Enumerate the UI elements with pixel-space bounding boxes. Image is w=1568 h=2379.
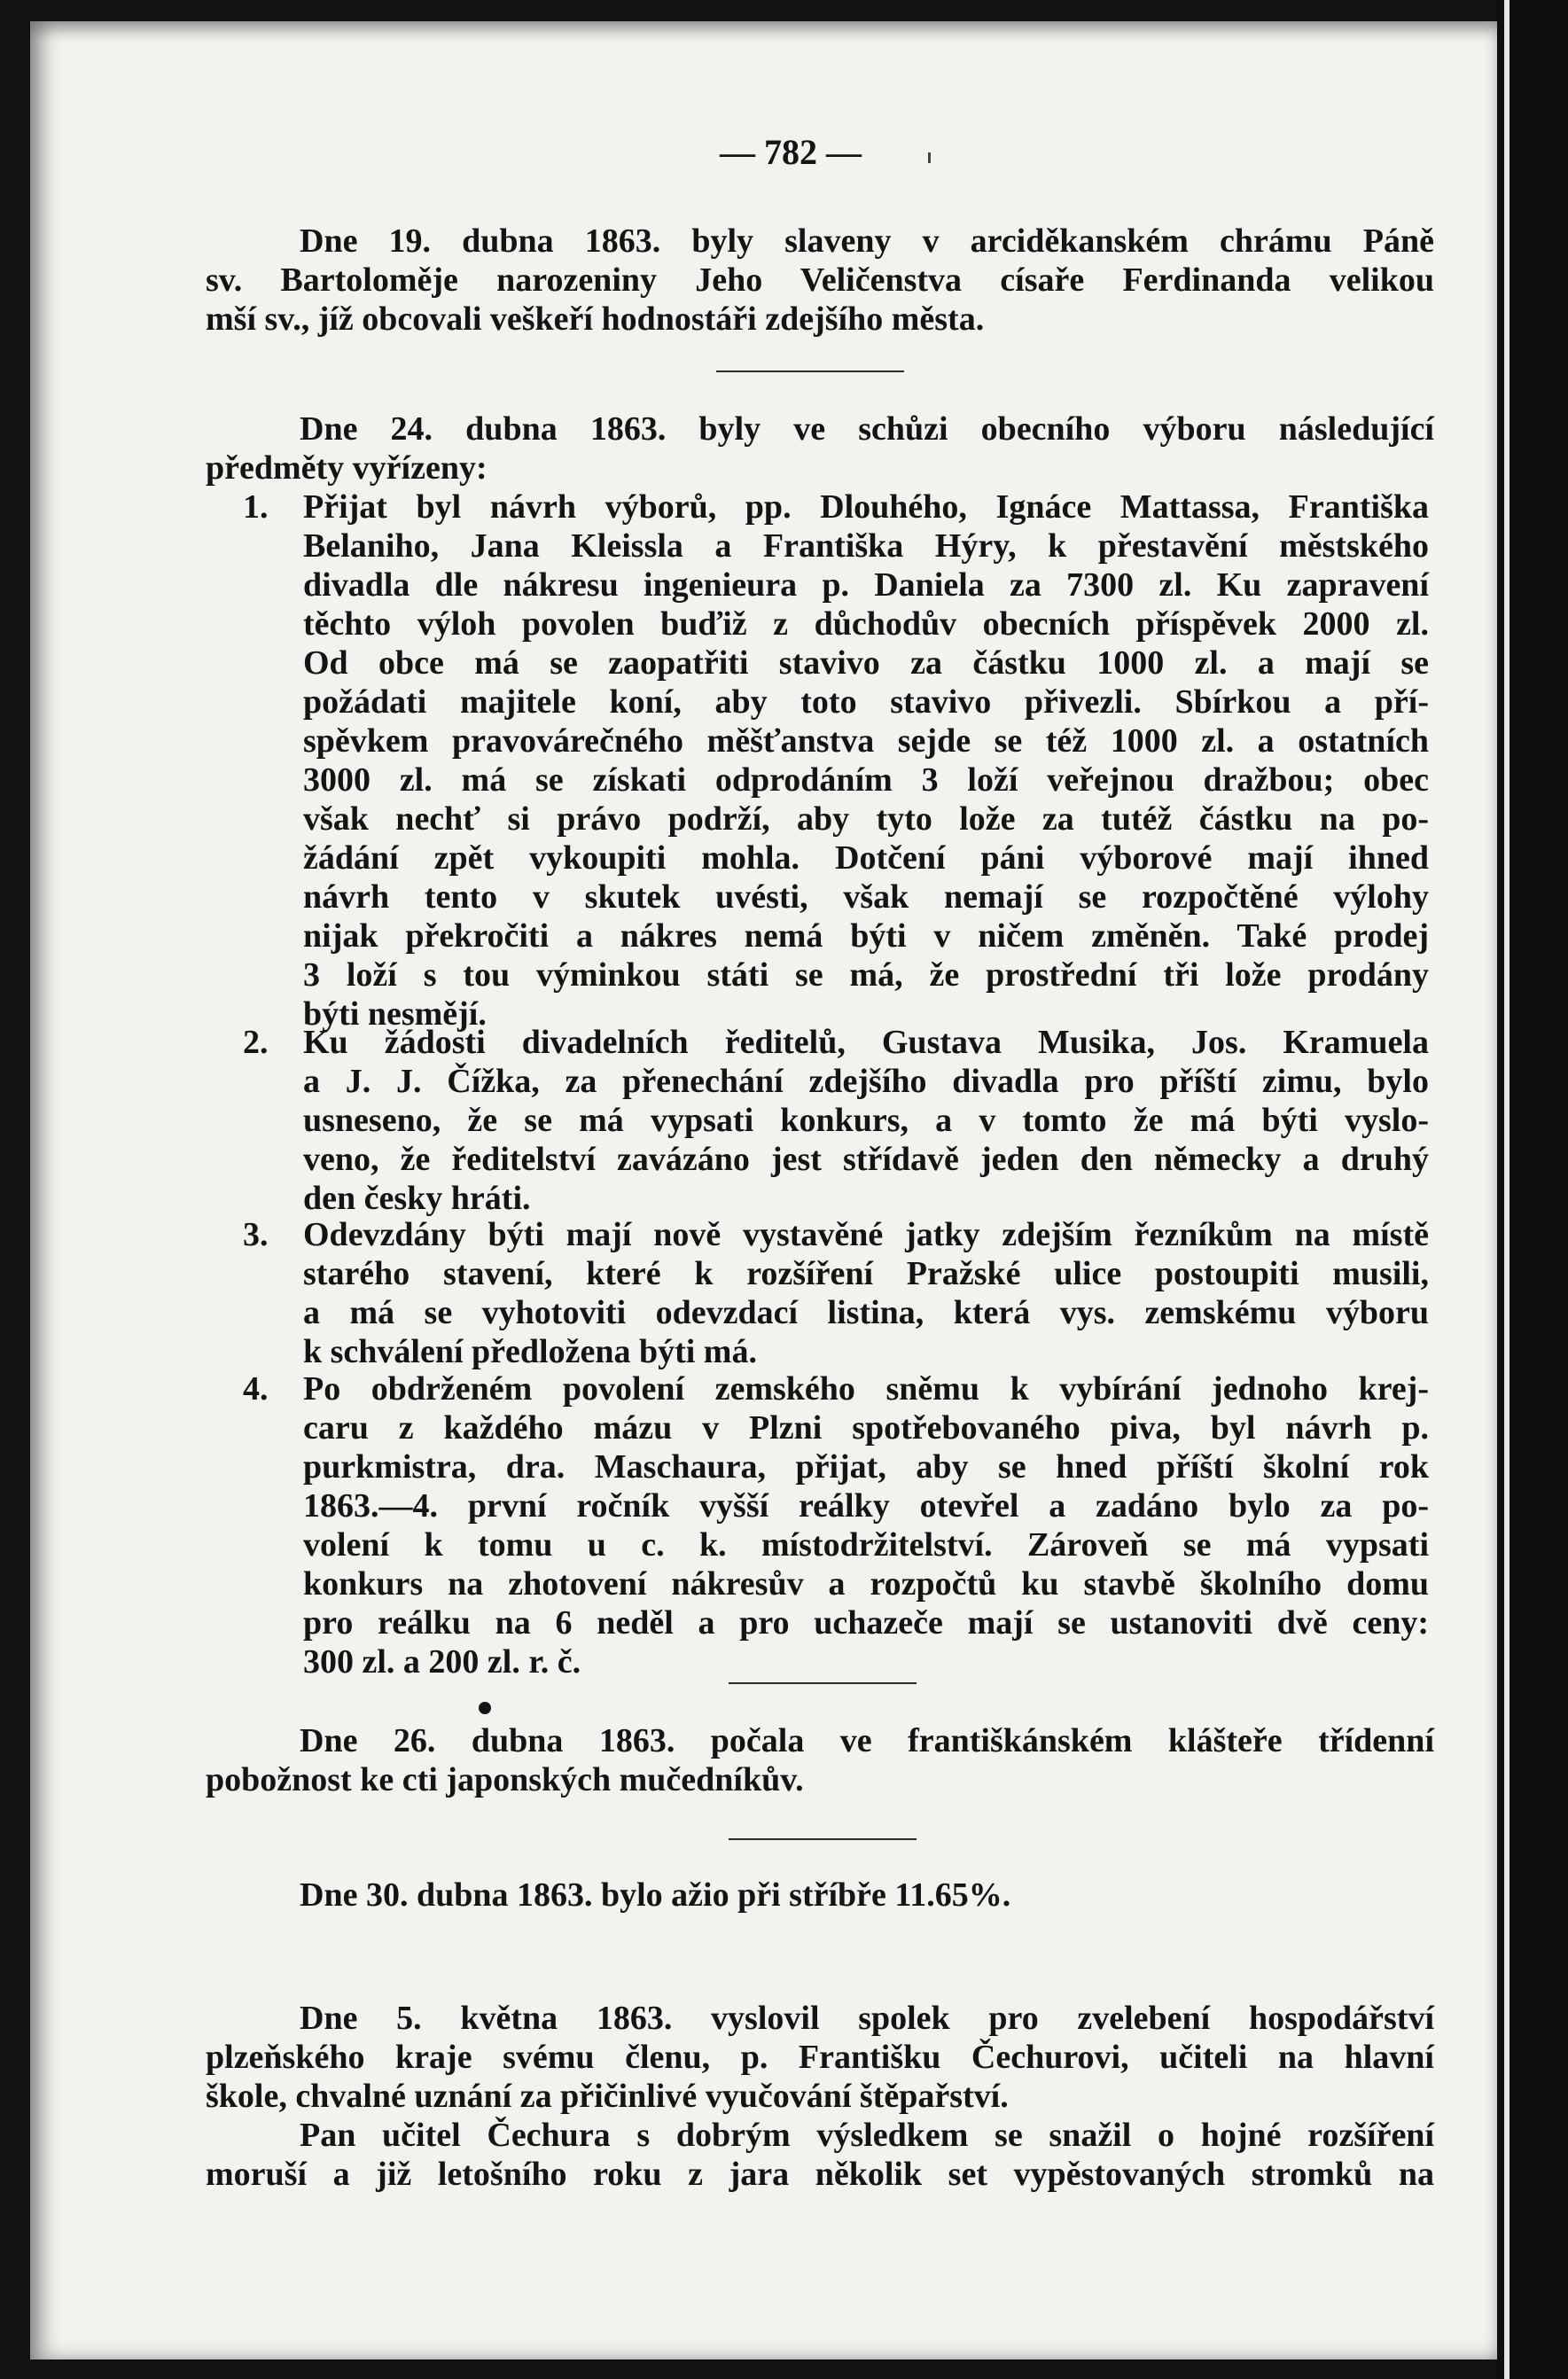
entry-may5 xyxy=(206,1999,1434,2194)
text-line: 3 loží s tou výminkou státi se má, že prostřední tři lože prodány xyxy=(303,956,1429,994)
item-text xyxy=(303,1215,1429,1371)
section-divider xyxy=(729,1682,917,1684)
entry-apr24-intro xyxy=(206,410,1434,488)
item-number: 4. xyxy=(243,1370,269,1408)
text-line: Dne 19. dubna 1863. byly slaveny v arciděkanském chrámu Páně xyxy=(300,222,1434,260)
text-line: usneseno, že se má vypsati konkurs, a v tomto že má býti vyslo- xyxy=(303,1102,1429,1139)
text-line: den česky hráti. xyxy=(303,1180,531,1217)
ink-dot xyxy=(479,1702,491,1714)
text-line: Ku žádosti divadelních ředitelů, Gustava Musika, Jos. Kramuela xyxy=(303,1024,1429,1061)
entry-apr26 xyxy=(206,1721,1434,1799)
text-line: škole, chvalné uznání za přičinlivé vyučování štěpařství. xyxy=(206,2078,1009,2115)
text-line: Odevzdány býti mají nově vystavěné jatky zdejším řezníkům na místě xyxy=(303,1216,1429,1253)
text-line: býti nesmějí. xyxy=(303,995,487,1033)
text-line: však nechť si právo podrží, aby tyto lože za tutéž částku na po- xyxy=(303,800,1429,838)
text-line: Dne 30. dubna 1863. bylo ažio při stříbře 11.65%. xyxy=(300,1876,1011,1914)
text-line: k schválení předložena býti má. xyxy=(303,1333,757,1370)
text-line: starého stavení, které k rozšíření Pražské ulice postoupiti musili, xyxy=(303,1255,1429,1292)
section-divider xyxy=(716,370,904,372)
text-line: Přijat byl návrh výborů, pp. Dlouhého, Ignáce Mattassa, Františka xyxy=(303,488,1429,526)
text-line: 300 zl. a 200 zl. r. č. xyxy=(303,1643,581,1681)
text-line: Po obdrženém povolení zemského sněmu k vybírání jednoho krej- xyxy=(303,1370,1429,1408)
text-line: a J. J. Čížka, za přenechání zdejšího divadla pro příští zimu, bylo xyxy=(303,1063,1429,1100)
text-line: Dne 24. dubna 1863. byly ve schůzi obecního výboru následující xyxy=(300,410,1434,448)
text-line: spěvkem pravovárečného měšťanstva sejde se též 1000 zl. a ostatních xyxy=(303,722,1429,760)
text-line: Belaniho, Jana Kleissla a Františka Hýry, k přestavění městského xyxy=(303,527,1429,565)
text-line: žádání zpět vykoupiti mohla. Dotčení páni výborové mají ihned xyxy=(303,839,1429,877)
text-line: mší sv., jíž obcovali veškeří hodnostáři zdejšího města. xyxy=(206,300,985,338)
text-line: 1863.—4. první ročník vyšší reálky otevřel a zadáno bylo za po- xyxy=(303,1487,1429,1525)
item-number: 2. xyxy=(243,1024,269,1061)
text-line: předměty vyřízeny: xyxy=(206,449,488,487)
text-line: divadla dle nákresu ingenieura p. Daniela za 7300 zl. Ku zapravení xyxy=(303,566,1429,604)
text-line: těchto výloh povolen buďiž z důchodův obecních příspěvek 2000 zl. xyxy=(303,605,1429,643)
text-line: purkmistra, dra. Maschaura, přijat, aby se hned příští školní rok xyxy=(303,1448,1429,1486)
text-line: sv. Bartoloměje narozeniny Jeho Veličenstva císaře Ferdinanda velikou xyxy=(206,261,1434,299)
item-number: 3. xyxy=(243,1216,269,1253)
text-line: požádati majitele koní, aby toto stavivo přivezli. Sbírkou a pří- xyxy=(303,683,1429,721)
text-line: 3000 zl. má se získati odprodáním 3 loží veřejnou dražbou; obec xyxy=(303,761,1429,799)
page-number: — 782 — xyxy=(720,132,862,172)
item-text xyxy=(303,1369,1429,1681)
section-divider xyxy=(729,1838,917,1840)
entry-apr30 xyxy=(206,1876,1434,1915)
text-line: caru z každého mázu v Plzni spotřebovaného piva, byl návrh p. xyxy=(303,1409,1429,1447)
ink-speck xyxy=(928,152,931,163)
item-text xyxy=(303,1023,1429,1218)
text-line: Pan učitel Čechura s dobrým výsledkem se snažil o hojné rozšíření xyxy=(300,2117,1434,2154)
page-edge-shadow xyxy=(1497,0,1568,2379)
text-line: volení k tomu u c. k. místodržitelství. Zároveň se má vypsati xyxy=(303,1526,1429,1564)
text-line: a má se vyhotoviti odevzdací listina, která vys. zemskému výboru xyxy=(303,1294,1429,1331)
text-line: pobožnost ke cti japonských mučedníkův. xyxy=(206,1761,804,1798)
text-line: konkurs na zhotovení nákresův a rozpočtů ku stavbě školního domu xyxy=(303,1565,1429,1603)
text-line: moruší a již letošního roku z jara několik set vypěstovaných stromků na xyxy=(206,2156,1434,2193)
text-line: nijak překročiti a nákres nemá býti v ničem změněn. Také prodej xyxy=(303,917,1429,955)
item-text xyxy=(303,488,1429,1034)
text-line: návrh tento v skutek uvésti, však nemají se rozpočtěné výlohy xyxy=(303,878,1429,916)
item-number: 1. xyxy=(243,488,269,526)
entry-apr19 xyxy=(206,222,1434,339)
text-line: Od obce má se zaopatřiti stavivo za částku 1000 zl. a mají se xyxy=(303,644,1429,682)
text-line: plzeňského kraje svému členu, p. Františku Čechurovi, učiteli na hlavní xyxy=(206,2039,1434,2076)
text-line: Dne 26. dubna 1863. počala ve františkánském klášteře třídenní xyxy=(300,1722,1434,1759)
text-line: pro reálku na 6 neděl a pro uchazeče mají se ustanoviti dvě ceny: xyxy=(303,1604,1429,1642)
text-line: Dne 5. května 1863. vyslovil spolek pro zvelebení hospodářství xyxy=(300,2000,1434,2037)
text-line: veno, že ředitelství zavázáno jest střídavě jeden den německy a druhý xyxy=(303,1141,1429,1178)
next-page-edge xyxy=(1504,0,1509,2379)
